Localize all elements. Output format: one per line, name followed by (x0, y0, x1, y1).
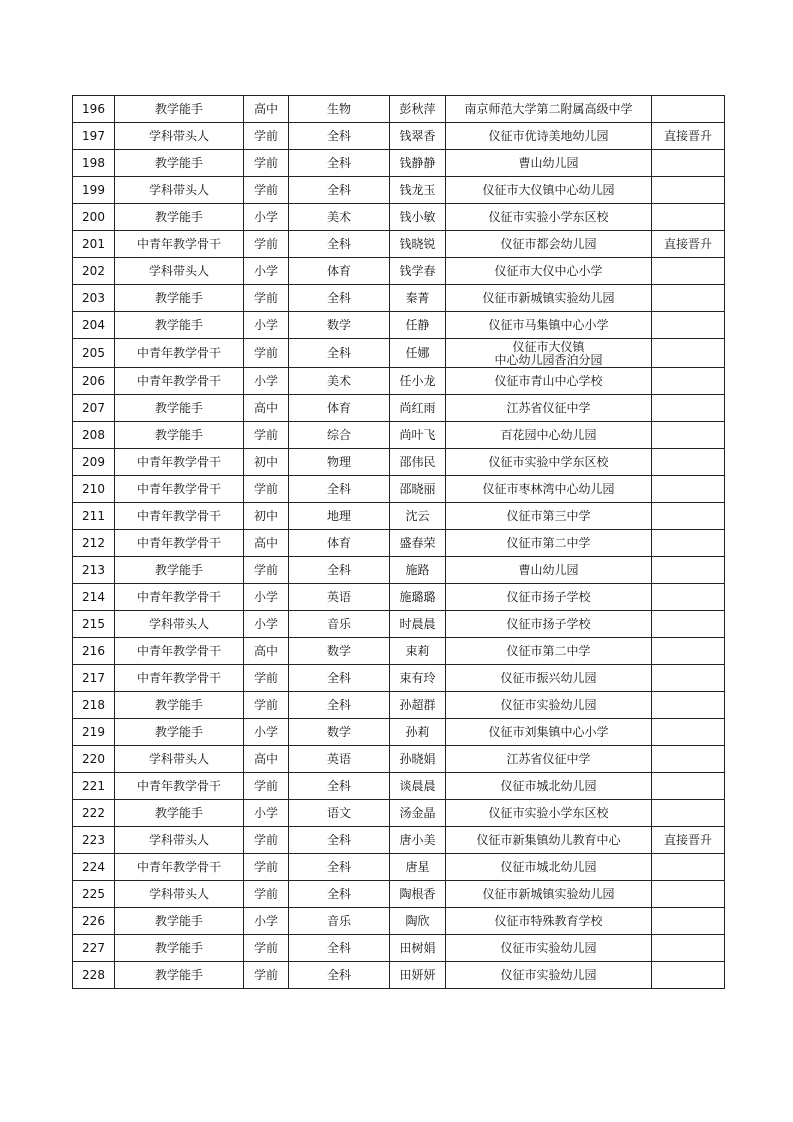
honor-category-cell: 教学能手 (115, 312, 244, 339)
row-number-cell: 206 (73, 368, 115, 395)
row-number-cell: 203 (73, 285, 115, 312)
school-stage-cell: 学前 (244, 150, 289, 177)
note-cell (652, 204, 725, 231)
note-cell (652, 665, 725, 692)
school-name-cell: 仪征市新集镇幼儿教育中心 (446, 827, 652, 854)
subject-cell: 数学 (289, 638, 390, 665)
subject-cell: 全科 (289, 231, 390, 258)
honor-category-cell: 教学能手 (115, 692, 244, 719)
subject-cell: 全科 (289, 665, 390, 692)
honor-category-cell: 教学能手 (115, 935, 244, 962)
row-number-cell: 223 (73, 827, 115, 854)
table-row (73, 177, 725, 204)
teacher-name-cell: 孙晓娟 (390, 746, 446, 773)
school-stage-cell: 学前 (244, 123, 289, 150)
teacher-name-cell: 束莉 (390, 638, 446, 665)
teacher-name-cell: 孙超群 (390, 692, 446, 719)
school-name-cell: 仪征市实验小学东区校 (446, 800, 652, 827)
school-name-cell: 仪征市青山中心学校 (446, 368, 652, 395)
school-stage-cell: 高中 (244, 395, 289, 422)
row-number-cell: 220 (73, 746, 115, 773)
note-cell (652, 611, 725, 638)
row-number-cell: 202 (73, 258, 115, 285)
table-row (73, 285, 725, 312)
honor-category-cell: 教学能手 (115, 285, 244, 312)
school-stage-cell: 学前 (244, 557, 289, 584)
school-stage-cell: 小学 (244, 800, 289, 827)
table-row (73, 503, 725, 530)
school-name-cell: 仪征市实验中学东区校 (446, 449, 652, 476)
school-name-cell: 仪征市优诗美地幼儿园 (446, 123, 652, 150)
note-cell (652, 962, 725, 989)
school-stage-cell: 学前 (244, 285, 289, 312)
subject-cell: 全科 (289, 476, 390, 503)
school-name-cell: 仪征市新城镇实验幼儿园 (446, 285, 652, 312)
note-cell (652, 854, 725, 881)
subject-cell: 全科 (289, 881, 390, 908)
teacher-name-cell: 陶根香 (390, 881, 446, 908)
note-cell (652, 584, 725, 611)
honor-category-cell: 中青年教学骨干 (115, 665, 244, 692)
note-cell (652, 285, 725, 312)
row-number-cell: 205 (73, 339, 115, 368)
honor-category-cell: 中青年教学骨干 (115, 231, 244, 258)
table-row (73, 312, 725, 339)
teacher-name-cell: 邵伟民 (390, 449, 446, 476)
subject-cell: 综合 (289, 422, 390, 449)
note-cell (652, 258, 725, 285)
honor-category-cell: 教学能手 (115, 962, 244, 989)
subject-cell: 全科 (289, 854, 390, 881)
roster-body (73, 96, 725, 989)
subject-cell: 英语 (289, 584, 390, 611)
subject-cell: 数学 (289, 719, 390, 746)
honor-category-cell: 中青年教学骨干 (115, 339, 244, 368)
teacher-name-cell: 施璐璐 (390, 584, 446, 611)
table-row (73, 204, 725, 231)
note-cell (652, 530, 725, 557)
subject-cell: 英语 (289, 746, 390, 773)
table-row (73, 962, 725, 989)
school-stage-cell: 学前 (244, 231, 289, 258)
row-number-cell: 198 (73, 150, 115, 177)
teacher-name-cell: 邵晓丽 (390, 476, 446, 503)
honor-category-cell: 教学能手 (115, 150, 244, 177)
table-row (73, 638, 725, 665)
subject-cell: 美术 (289, 368, 390, 395)
school-name-cell: 曹山幼儿园 (446, 557, 652, 584)
school-stage-cell: 学前 (244, 177, 289, 204)
teacher-name-cell: 田树娟 (390, 935, 446, 962)
teacher-name-cell: 汤金晶 (390, 800, 446, 827)
school-stage-cell: 高中 (244, 746, 289, 773)
note-cell (652, 557, 725, 584)
row-number-cell: 200 (73, 204, 115, 231)
row-number-cell: 227 (73, 935, 115, 962)
note-cell (652, 503, 725, 530)
table-row (73, 395, 725, 422)
table-row (73, 96, 725, 123)
school-stage-cell: 小学 (244, 719, 289, 746)
teacher-name-cell: 钱小敏 (390, 204, 446, 231)
school-name-cell: 江苏省仪征中学 (446, 395, 652, 422)
school-name-cell: 仪征市特殊教育学校 (446, 908, 652, 935)
table-row (73, 692, 725, 719)
honor-category-cell: 学科带头人 (115, 746, 244, 773)
teacher-name-cell: 钱晓锐 (390, 231, 446, 258)
honor-category-cell: 教学能手 (115, 908, 244, 935)
honor-category-cell: 学科带头人 (115, 881, 244, 908)
table-row (73, 665, 725, 692)
row-number-cell: 197 (73, 123, 115, 150)
row-number-cell: 217 (73, 665, 115, 692)
teacher-name-cell: 任静 (390, 312, 446, 339)
honor-category-cell: 中青年教学骨干 (115, 638, 244, 665)
subject-cell: 体育 (289, 530, 390, 557)
note-cell (652, 96, 725, 123)
note-cell (652, 422, 725, 449)
honor-category-cell: 教学能手 (115, 719, 244, 746)
honor-category-cell: 教学能手 (115, 204, 244, 231)
row-number-cell: 225 (73, 881, 115, 908)
honor-category-cell: 中青年教学骨干 (115, 854, 244, 881)
honor-category-cell: 中青年教学骨干 (115, 503, 244, 530)
table-row (73, 881, 725, 908)
school-stage-cell: 小学 (244, 312, 289, 339)
row-number-cell: 222 (73, 800, 115, 827)
note-cell (652, 150, 725, 177)
honor-category-cell: 教学能手 (115, 96, 244, 123)
subject-cell: 全科 (289, 557, 390, 584)
row-number-cell: 207 (73, 395, 115, 422)
honor-category-cell: 学科带头人 (115, 827, 244, 854)
teacher-roster-table (72, 95, 725, 989)
table-row (73, 908, 725, 935)
row-number-cell: 219 (73, 719, 115, 746)
school-stage-cell: 小学 (244, 908, 289, 935)
table-row (73, 557, 725, 584)
subject-cell: 物理 (289, 449, 390, 476)
school-name-cell: 仪征市新城镇实验幼儿园 (446, 881, 652, 908)
subject-cell: 音乐 (289, 908, 390, 935)
table-row (73, 258, 725, 285)
teacher-name-cell: 任小龙 (390, 368, 446, 395)
school-stage-cell: 小学 (244, 611, 289, 638)
note-cell (652, 476, 725, 503)
teacher-name-cell: 沈云 (390, 503, 446, 530)
school-name-cell: 仪征市实验幼儿园 (446, 692, 652, 719)
subject-cell: 数学 (289, 312, 390, 339)
school-stage-cell: 小学 (244, 368, 289, 395)
row-number-cell: 228 (73, 962, 115, 989)
table-row (73, 231, 725, 258)
row-number-cell: 226 (73, 908, 115, 935)
school-stage-cell: 小学 (244, 584, 289, 611)
teacher-name-cell: 陶欣 (390, 908, 446, 935)
teacher-name-cell: 钱静静 (390, 150, 446, 177)
school-stage-cell: 初中 (244, 449, 289, 476)
table-row (73, 935, 725, 962)
note-cell (652, 177, 725, 204)
row-number-cell: 221 (73, 773, 115, 800)
table-row (73, 150, 725, 177)
school-name-line: 仪征市大仪镇 (512, 340, 585, 354)
teacher-name-cell: 盛春荣 (390, 530, 446, 557)
school-name-cell: 南京师范大学第二附属高级中学 (446, 96, 652, 123)
row-number-cell: 218 (73, 692, 115, 719)
school-stage-cell: 学前 (244, 854, 289, 881)
subject-cell: 体育 (289, 395, 390, 422)
school-name-cell: 仪征市第三中学 (446, 503, 652, 530)
subject-cell: 全科 (289, 285, 390, 312)
table-row (73, 719, 725, 746)
table-row (73, 611, 725, 638)
note-cell (652, 395, 725, 422)
subject-cell: 体育 (289, 258, 390, 285)
honor-category-cell: 中青年教学骨干 (115, 773, 244, 800)
school-stage-cell: 学前 (244, 935, 289, 962)
honor-category-cell: 学科带头人 (115, 177, 244, 204)
table-row (73, 773, 725, 800)
row-number-cell: 224 (73, 854, 115, 881)
school-name-cell: 仪征市实验幼儿园 (446, 962, 652, 989)
school-name-cell: 仪征市扬子学校 (446, 611, 652, 638)
honor-category-cell: 学科带头人 (115, 258, 244, 285)
school-stage-cell: 学前 (244, 881, 289, 908)
school-name-cell: 仪征市都会幼儿园 (446, 231, 652, 258)
school-name-cell (446, 339, 652, 368)
subject-cell: 全科 (289, 692, 390, 719)
school-name-cell: 仪征市城北幼儿园 (446, 854, 652, 881)
teacher-name-cell: 钱翠香 (390, 123, 446, 150)
row-number-cell: 213 (73, 557, 115, 584)
teacher-name-cell: 时晨晨 (390, 611, 446, 638)
school-stage-cell: 学前 (244, 962, 289, 989)
row-number-cell: 214 (73, 584, 115, 611)
school-stage-cell: 高中 (244, 638, 289, 665)
school-stage-cell: 学前 (244, 692, 289, 719)
school-name-cell: 仪征市实验小学东区校 (446, 204, 652, 231)
school-name-cell: 仪征市城北幼儿园 (446, 773, 652, 800)
school-name-cell: 仪征市刘集镇中心小学 (446, 719, 652, 746)
table-row (73, 854, 725, 881)
school-stage-cell: 学前 (244, 827, 289, 854)
row-number-cell: 204 (73, 312, 115, 339)
school-stage-cell: 小学 (244, 204, 289, 231)
school-name-cell: 仪征市实验幼儿园 (446, 935, 652, 962)
honor-category-cell: 学科带头人 (115, 123, 244, 150)
teacher-name-cell: 田妍妍 (390, 962, 446, 989)
note-cell (652, 638, 725, 665)
honor-category-cell: 教学能手 (115, 800, 244, 827)
school-stage-cell: 学前 (244, 665, 289, 692)
note-cell (652, 908, 725, 935)
school-stage-cell: 学前 (244, 773, 289, 800)
note-cell: 直接晋升 (652, 827, 725, 854)
subject-cell: 语文 (289, 800, 390, 827)
teacher-name-cell: 孙莉 (390, 719, 446, 746)
teacher-name-cell: 唐小美 (390, 827, 446, 854)
honor-category-cell: 中青年教学骨干 (115, 449, 244, 476)
subject-cell: 全科 (289, 177, 390, 204)
school-name-cell: 百花园中心幼儿园 (446, 422, 652, 449)
note-cell (652, 881, 725, 908)
note-cell (652, 692, 725, 719)
table-row (73, 530, 725, 557)
row-number-cell: 208 (73, 422, 115, 449)
row-number-cell: 209 (73, 449, 115, 476)
school-stage-cell: 小学 (244, 258, 289, 285)
table-row (73, 422, 725, 449)
note-cell (652, 719, 725, 746)
subject-cell: 音乐 (289, 611, 390, 638)
school-name-line: 中心幼儿园香泊分园 (494, 353, 603, 367)
honor-category-cell: 中青年教学骨干 (115, 368, 244, 395)
subject-cell: 全科 (289, 935, 390, 962)
row-number-cell: 211 (73, 503, 115, 530)
teacher-name-cell: 尚红雨 (390, 395, 446, 422)
honor-category-cell: 中青年教学骨干 (115, 476, 244, 503)
teacher-name-cell: 钱学春 (390, 258, 446, 285)
subject-cell: 美术 (289, 204, 390, 231)
teacher-name-cell: 任娜 (390, 339, 446, 368)
table-row (73, 368, 725, 395)
school-name-cell: 仪征市大仪镇中心幼儿园 (446, 177, 652, 204)
row-number-cell: 212 (73, 530, 115, 557)
teacher-name-cell: 唐星 (390, 854, 446, 881)
table-row (73, 827, 725, 854)
honor-category-cell: 教学能手 (115, 557, 244, 584)
subject-cell: 地理 (289, 503, 390, 530)
row-number-cell: 199 (73, 177, 115, 204)
honor-category-cell: 教学能手 (115, 395, 244, 422)
teacher-name-cell: 束有玲 (390, 665, 446, 692)
subject-cell: 全科 (289, 150, 390, 177)
school-name-cell: 江苏省仪征中学 (446, 746, 652, 773)
school-stage-cell: 高中 (244, 96, 289, 123)
table-row (73, 476, 725, 503)
school-name-cell: 仪征市第二中学 (446, 638, 652, 665)
school-stage-cell: 学前 (244, 339, 289, 368)
row-number-cell: 210 (73, 476, 115, 503)
honor-category-cell: 中青年教学骨干 (115, 530, 244, 557)
subject-cell: 全科 (289, 339, 390, 368)
teacher-name-cell: 尚叶飞 (390, 422, 446, 449)
row-number-cell: 196 (73, 96, 115, 123)
teacher-name-cell: 钱龙玉 (390, 177, 446, 204)
school-name-cell: 仪征市扬子学校 (446, 584, 652, 611)
note-cell (652, 312, 725, 339)
honor-category-cell: 学科带头人 (115, 611, 244, 638)
table-row (73, 746, 725, 773)
teacher-name-cell: 秦菁 (390, 285, 446, 312)
row-number-cell: 216 (73, 638, 115, 665)
note-cell (652, 773, 725, 800)
subject-cell: 全科 (289, 123, 390, 150)
teacher-name-cell: 彭秋萍 (390, 96, 446, 123)
note-cell (652, 339, 725, 368)
table-row (73, 800, 725, 827)
honor-category-cell: 教学能手 (115, 422, 244, 449)
school-name-cell: 仪征市第二中学 (446, 530, 652, 557)
school-name-cell: 曹山幼儿园 (446, 150, 652, 177)
note-cell (652, 935, 725, 962)
note-cell (652, 449, 725, 476)
school-stage-cell: 初中 (244, 503, 289, 530)
subject-cell: 全科 (289, 773, 390, 800)
note-cell (652, 368, 725, 395)
school-name-cell: 仪征市枣林湾中心幼儿园 (446, 476, 652, 503)
table-row (73, 123, 725, 150)
school-name-cell: 仪征市大仪中心小学 (446, 258, 652, 285)
school-stage-cell: 学前 (244, 476, 289, 503)
note-cell (652, 800, 725, 827)
school-name-cell: 仪征市振兴幼儿园 (446, 665, 652, 692)
subject-cell: 全科 (289, 827, 390, 854)
school-stage-cell: 学前 (244, 422, 289, 449)
subject-cell: 生物 (289, 96, 390, 123)
school-stage-cell: 高中 (244, 530, 289, 557)
row-number-cell: 201 (73, 231, 115, 258)
row-number-cell: 215 (73, 611, 115, 638)
table-row (73, 449, 725, 476)
table-row (73, 584, 725, 611)
teacher-name-cell: 施路 (390, 557, 446, 584)
teacher-name-cell: 谈晨晨 (390, 773, 446, 800)
school-name-cell: 仪征市马集镇中心小学 (446, 312, 652, 339)
note-cell: 直接晋升 (652, 123, 725, 150)
honor-category-cell: 中青年教学骨干 (115, 584, 244, 611)
subject-cell: 全科 (289, 962, 390, 989)
table-row (73, 339, 725, 368)
note-cell: 直接晋升 (652, 231, 725, 258)
note-cell (652, 746, 725, 773)
